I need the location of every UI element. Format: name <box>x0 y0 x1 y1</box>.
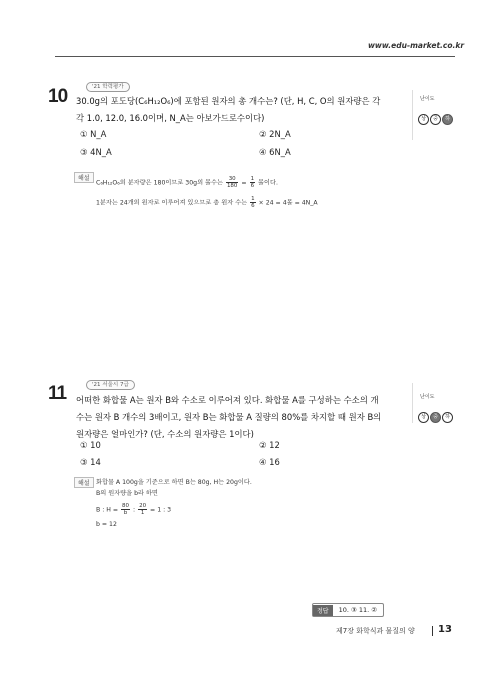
question-10-line-1: 30.0g의 포도당(C₆H₁₂O₆)에 포함된 원자의 총 개수는? (단, H, C, O의 원자량은 각 <box>76 96 381 106</box>
q10-sol2-post: × 24 = 4몰 = 4N_A <box>258 199 318 207</box>
q10-sol1-post: 몰이다. <box>258 179 278 187</box>
difficulty-low-icon: 하 <box>442 114 453 125</box>
q10-sol2-fraction: $\frac{1}{6}$ <box>251 196 255 209</box>
question-10-option-1[interactable]: ① N_A <box>80 129 107 139</box>
answer-box <box>312 603 384 617</box>
site-url: www.edu-market.co.kr <box>368 41 465 50</box>
question-11-option-4[interactable]: ④ 16 <box>259 457 280 467</box>
question-11-number: 11 <box>48 383 67 404</box>
question-11-line-2: 수는 원자 B 개수의 3배이고, 원자 B는 화합물 A 질량의 80%를 차지할 때 원자 B의 <box>76 412 382 422</box>
footer-divider <box>432 626 433 636</box>
page-number: 13 <box>438 624 452 635</box>
q10-difficulty-label: 난이도 <box>420 96 435 102</box>
q11-sol3-fraction-1: $\frac{80}{b}$ <box>122 503 130 516</box>
q10-sol1-fraction-1: $\frac{30}{180}$ <box>226 176 238 189</box>
question-10-tag: '21 학력평가 <box>86 82 130 92</box>
q10-side-divider <box>412 90 413 140</box>
answer-value: 10. ③ 11. ② <box>338 606 378 614</box>
q11-difficulty-label: 난이도 <box>420 394 435 400</box>
question-10-option-2[interactable]: ② 2N_A <box>259 129 291 139</box>
question-10-solution-label: 해설 <box>74 172 94 183</box>
q11-difficulty-indicator <box>418 403 454 423</box>
question-10-text <box>76 93 406 127</box>
q11-sol3-colon: : <box>133 506 136 514</box>
question-10-option-4[interactable]: ④ 6N_A <box>259 147 291 157</box>
chapter-title: 제7장 화학식과 물질의 양 <box>336 627 415 635</box>
question-11-solution-label: 해설 <box>74 477 94 488</box>
question-11-solution-line-4: b = 12 <box>96 521 117 528</box>
q11-side-divider <box>412 383 413 423</box>
q10-sol2-pre: 1분자는 24개의 원자로 이루어져 있으므로 총 원자 수는 <box>96 199 248 207</box>
difficulty-mid-icon: 중 <box>430 412 441 423</box>
q10-sol1-fraction-2: $\frac{1}{6}$ <box>250 176 255 189</box>
difficulty-low-icon: 하 <box>442 412 453 423</box>
question-10-solution-line-1 <box>96 176 278 189</box>
question-11-text <box>76 392 406 443</box>
difficulty-high-icon: 상 <box>418 114 429 125</box>
question-11-line-3: 원자량은 얼마인가? (단, 수소의 원자량은 1이다) <box>76 429 254 439</box>
q11-sol3-post: = 1 : 3 <box>150 506 172 514</box>
difficulty-high-icon: 상 <box>418 412 429 423</box>
q11-sol3-fraction-2: $\frac{20}{1}$ <box>139 503 147 516</box>
q11-sol3-pre: B : H = <box>96 506 119 514</box>
question-11-option-2[interactable]: ② 12 <box>259 440 280 450</box>
question-11-line-1: 어떠한 화합물 A는 원자 B와 수소로 이루어져 있다. 화합물 A를 구성하는 수소의 개 <box>76 395 379 405</box>
question-11-tag: '21 서울시 7급 <box>86 380 135 390</box>
header-divider <box>55 56 455 57</box>
answer-label: 정답 <box>313 605 333 616</box>
question-11-solution-line-3 <box>96 503 171 516</box>
q10-sol1-equals: = <box>241 179 247 187</box>
question-11-solution-line-2: B의 원자량을 b라 하면 <box>96 490 158 497</box>
question-11-solution-line-1: 화합물 A 100g을 기준으로 하면 B는 80g, H는 20g이다. <box>96 479 252 486</box>
question-11-option-1[interactable]: ① 10 <box>80 440 101 450</box>
question-10-line-2: 각 1.0, 12.0, 16.0이며, N_A는 아보가드로수이다) <box>76 113 265 123</box>
difficulty-mid-icon: 중 <box>430 114 441 125</box>
q10-difficulty-indicator <box>418 105 454 125</box>
question-10-solution-line-2 <box>96 196 318 209</box>
q10-sol1-pre: C₆H₁₂O₆의 분자량은 180이므로 30g의 몰수는 <box>96 179 223 187</box>
question-11-option-3[interactable]: ③ 14 <box>80 457 101 467</box>
question-10-option-3[interactable]: ③ 4N_A <box>80 147 112 157</box>
question-10-number: 10 <box>48 86 68 107</box>
